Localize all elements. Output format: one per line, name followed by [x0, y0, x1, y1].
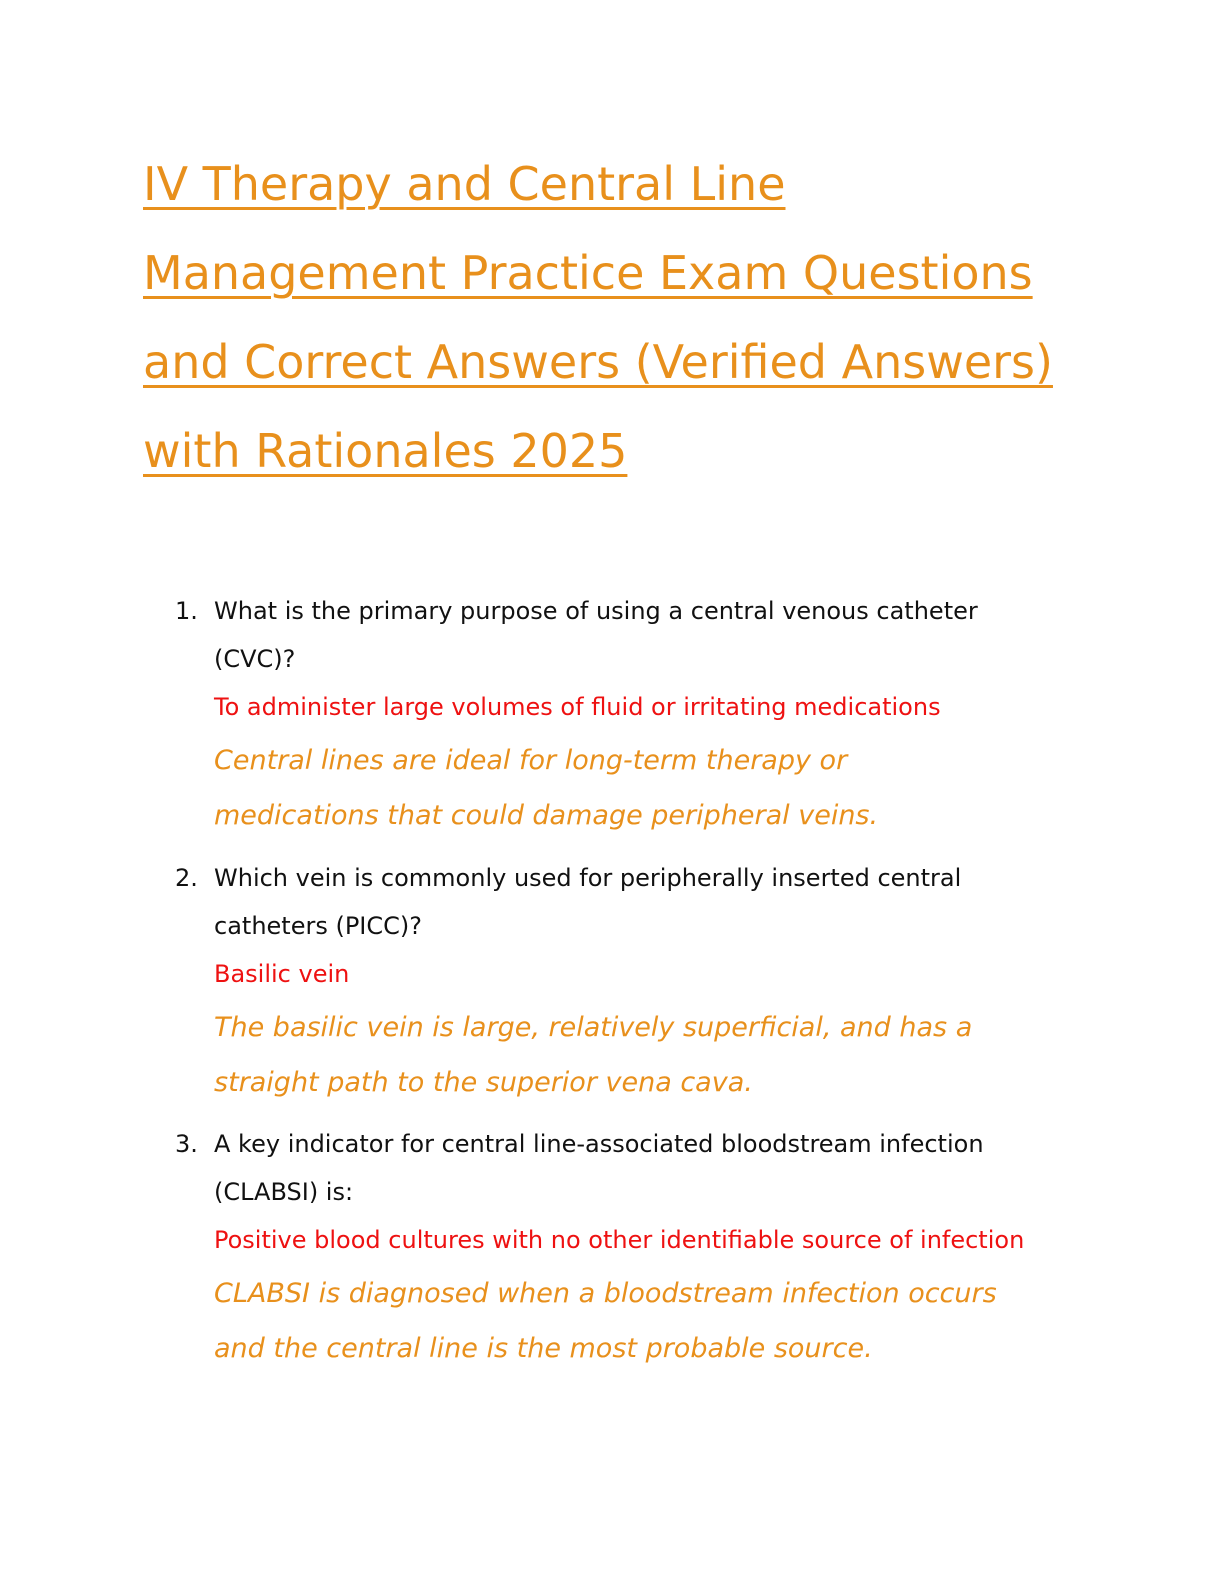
- question-line: (CLABSI) is:: [214, 1178, 354, 1206]
- question-item-2: [175, 854, 1095, 1110]
- question-text: [214, 854, 1095, 950]
- question-line: catheters (PICC)?: [214, 912, 422, 940]
- question-number: 2.: [175, 864, 198, 892]
- question-text: [214, 1120, 1095, 1216]
- question-line: A key indicator for central line-associated bloodstream infection: [214, 1130, 984, 1158]
- rationale-line: straight path to the superior vena cava.: [214, 1067, 753, 1098]
- title-line: with Rationales 2025: [143, 424, 628, 478]
- rationale-line: and the central line is the most probable source.: [214, 1333, 873, 1364]
- rationale-text: [214, 733, 1095, 843]
- question-line: Which vein is commonly used for peripherally inserted central: [214, 864, 962, 892]
- question-line: What is the primary purpose of using a central venous catheter: [214, 597, 978, 625]
- question-number: 3.: [175, 1130, 198, 1158]
- question-number: 1.: [175, 597, 198, 625]
- question-line: (CVC)?: [214, 645, 296, 673]
- rationale-line: Central lines are ideal for long-term therapy or: [214, 745, 848, 776]
- rationale-line: medications that could damage peripheral veins.: [214, 800, 879, 831]
- title-line: IV Therapy and Central Line: [143, 157, 786, 211]
- answer-text: Basilic vein: [214, 960, 350, 988]
- answer-text: Positive blood cultures with no other identifiable source of infection: [214, 1226, 1025, 1254]
- question-text: [214, 587, 1095, 683]
- question-item-3: [175, 1120, 1095, 1376]
- title-line: Management Practice Exam Questions: [143, 246, 1033, 300]
- answer-text: To administer large volumes of fluid or irritating medications: [214, 693, 941, 721]
- document-title: [143, 140, 1103, 496]
- question-item-1: [175, 587, 1095, 843]
- rationale-line: CLABSI is diagnosed when a bloodstream infection occurs: [214, 1278, 997, 1309]
- rationale-line: The basilic vein is large, relatively superficial, and has a: [214, 1012, 973, 1043]
- rationale-text: [214, 1266, 1095, 1376]
- title-line: and Correct Answers (Verified Answers): [143, 335, 1053, 389]
- rationale-text: [214, 1000, 1095, 1110]
